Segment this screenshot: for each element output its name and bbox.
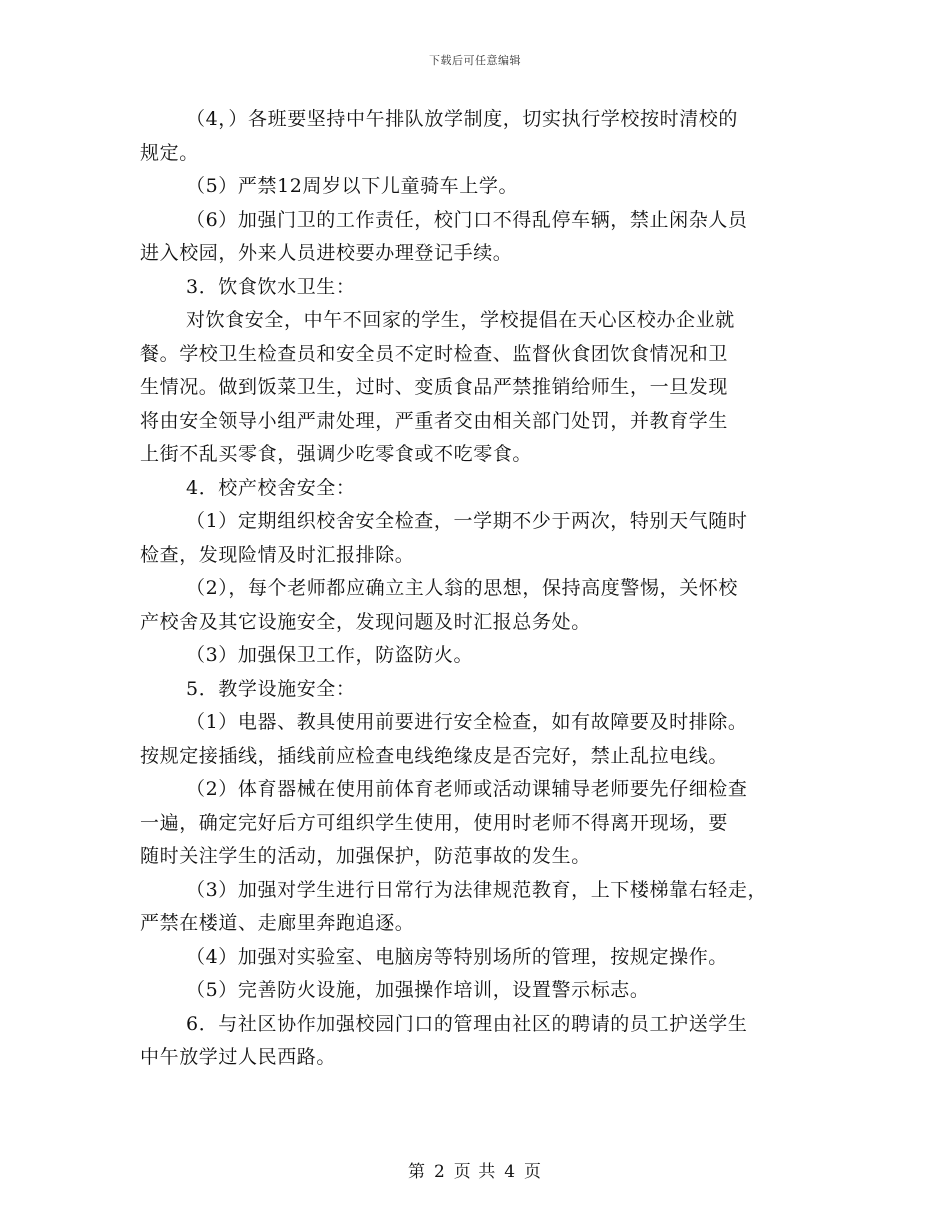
page-prefix: 第 — [407, 1162, 426, 1182]
text-line: 严禁在楼道、走廊里奔跑追逐。 — [140, 912, 415, 934]
text-line: （2）体育器械在使用前体育老师或活动课辅导老师要先仔细检查 — [186, 778, 748, 800]
text-line: 对饮食安全，中午不回家的学生，学校提倡在天心区校办企业就 — [186, 309, 735, 331]
text-line: 生情况。做到饭菜卫生，过时、变质食品严禁推销给师生，一旦发现 — [140, 376, 729, 398]
text-line: 6．与社区协作加强校园门口的管理由社区的聘请的员工护送学生 — [186, 1012, 748, 1035]
text-line: 规定。 — [140, 141, 199, 164]
text-line: 餐。学校卫生检查员和安全员不定时检查、监督伙食团饮食情况和卫 — [140, 342, 729, 365]
text-line: （2），每个老师都应确立主人翁的思想，保持高度警惕，关怀校 — [186, 577, 738, 599]
page-mid: 页 共 — [453, 1162, 497, 1182]
text-line: 一遍，确定完好后方可组织学生使用，使用时老师不得离开现场，要 — [140, 811, 729, 834]
text-line: （1）电器、教具使用前要进行安全检查，如有故障要及时排除。 — [186, 711, 748, 733]
text-line: （5）完善防火设施，加强操作培训，设置警示标志。 — [186, 979, 650, 1001]
text-line: 3．饮食饮水卫生： — [186, 275, 356, 298]
text-line: （4）加强对实验室、电脑房等特别场所的管理，按规定操作。 — [186, 945, 728, 968]
current-page: 2 — [433, 1162, 446, 1182]
page-suffix: 页 — [524, 1162, 543, 1182]
text-line: 中午放学过人民西路。 — [140, 1046, 337, 1068]
text-line: 进入校园，外来人员进校要办理登记手续。 — [140, 242, 513, 264]
text-line: （5）严禁12周岁以下儿童骑车上学。 — [186, 175, 519, 197]
header-note: 下载后可任意编辑 — [429, 54, 521, 67]
text-line: （1）定期组织校舍安全检查，一学期不少于两次，特别天气随时 — [186, 510, 748, 532]
text-line: 产校舍及其它设施安全，发现问题及时汇报总务处。 — [140, 610, 591, 633]
document-body — [140, 103, 820, 1075]
text-line: 4．校产校舍安全： — [186, 476, 356, 499]
text-line: （4，）各班要坚持中午排队放学制度，切实执行学校按时清校的 — [186, 108, 738, 130]
text-line: （3）加强对学生进行日常行为法律规范教育，上下楼梯靠右轻走， — [186, 878, 768, 901]
text-line: 将由安全领导小组严肃处理，严重者交由相关部门处罚，并教育学生 — [140, 409, 729, 432]
text-line: 随时关注学生的活动，加强保护，防范事故的发生。 — [140, 845, 591, 867]
total-pages: 4 — [504, 1162, 517, 1182]
text-line: 5．教学设施安全： — [186, 677, 356, 700]
text-line: 上街不乱买零食，强调少吃零食或不吃零食。 — [140, 443, 533, 465]
text-line: 检查，发现险情及时汇报排除。 — [140, 543, 415, 566]
text-line: （3）加强保卫工作，防盗防火。 — [186, 644, 474, 666]
page-number — [0, 1157, 950, 1182]
text-line: （6）加强门卫的工作责任，校门口不得乱停车辆，禁止闲杂人员 — [186, 208, 748, 231]
text-line: 按规定接插线，插线前应检查电线绝缘皮是否完好，禁止乱拉电线。 — [140, 744, 729, 767]
